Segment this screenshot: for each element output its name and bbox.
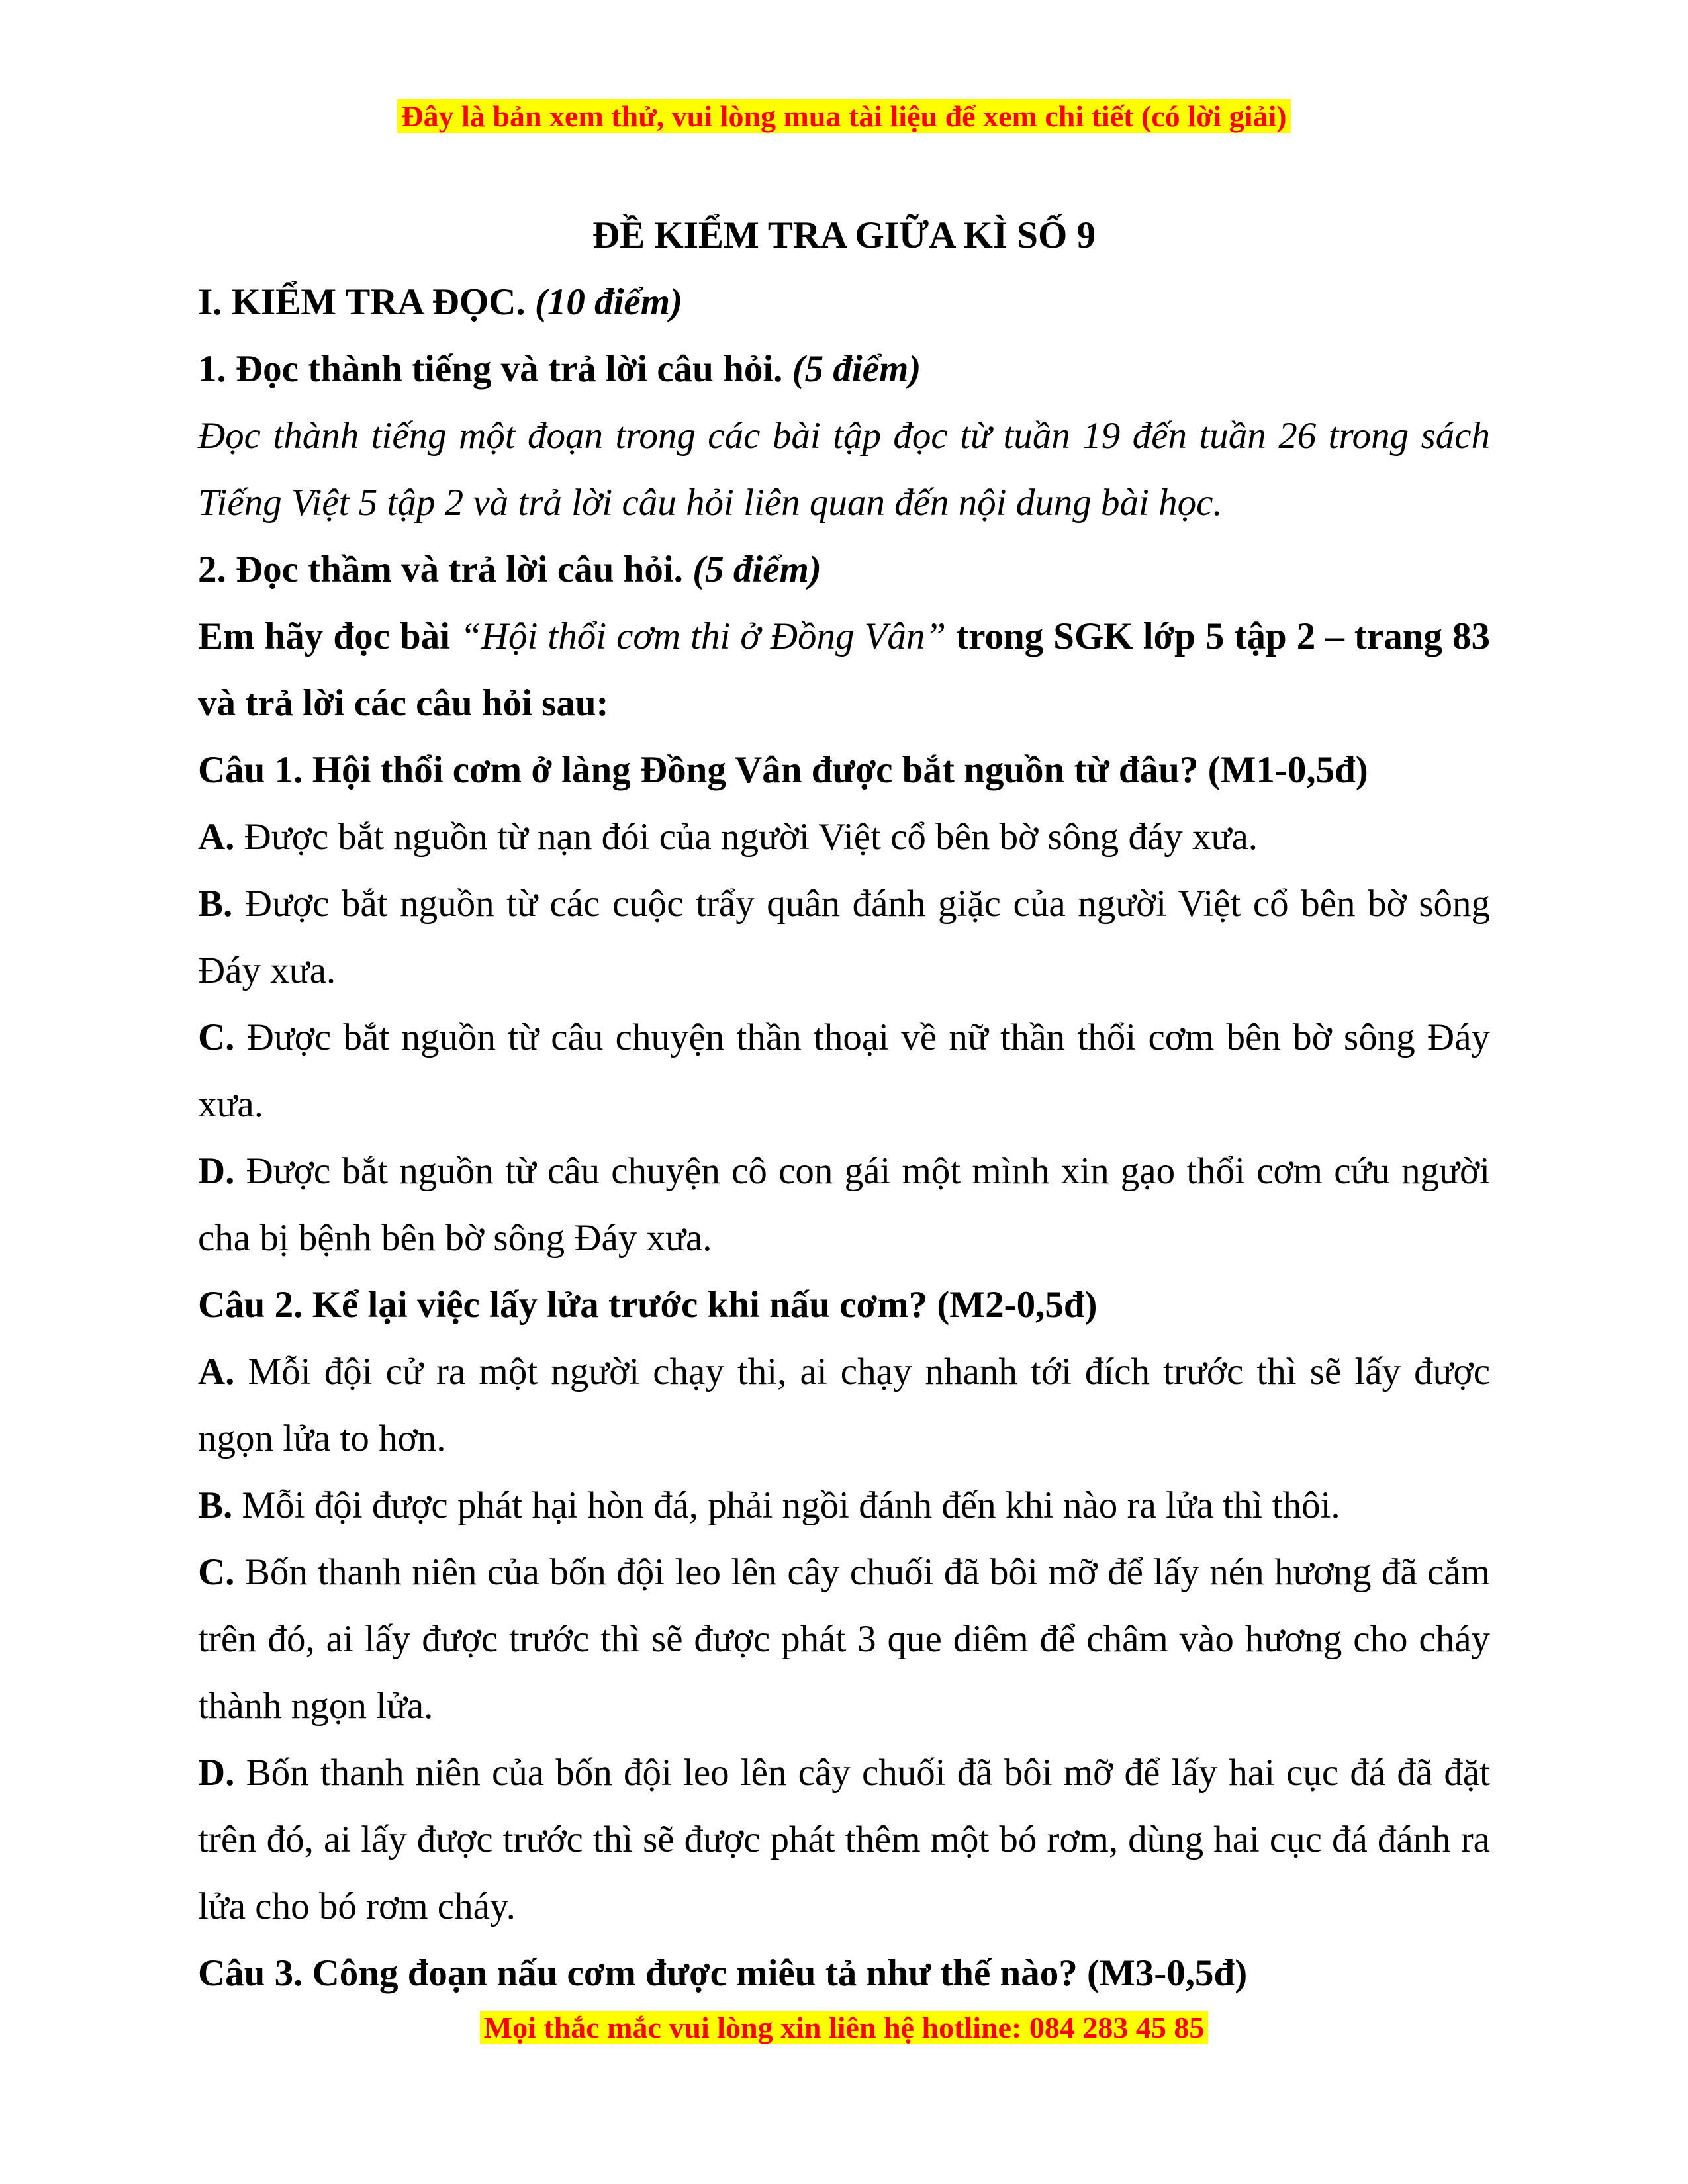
q2-option-d [198,1739,1490,1940]
q1-option-b [198,870,1490,1004]
option-letter: D. [198,1150,235,1192]
q2-option-c [198,1539,1490,1739]
option-letter: A. [198,816,235,858]
option-text: Được bắt nguồn từ câu chuyện cô con gái một mình xin gạo thổi cơm cứu người cha bị bệnh bên bờ sông Đáy xưa. [198,1150,1491,1259]
option-letter: B. [198,1484,233,1526]
section-points: (10 điểm) [534,281,683,323]
option-letter: C. [198,1017,235,1058]
section-heading [198,269,1490,336]
part2-points: (5 điểm) [692,549,821,590]
reading-intro-before: Em hãy đọc bài [198,615,450,657]
option-text: Mỗi đội được phát hại hòn đá, phải ngồi đánh đến khi nào ra lửa thì thôi. [242,1484,1340,1526]
q1-option-d [198,1138,1490,1271]
question-2: Câu 2. Kể lại việc lấy lửa trước khi nấu cơm? (M2-0,5đ) [198,1284,1098,1326]
hotline-notice-text: Mọi thắc mắc vui lòng xin liên hệ hotline: 084 283 45 85 [480,2011,1209,2044]
part2-label: 2. Đọc thầm và trả lời câu hỏi. [198,549,683,590]
exam-title: ĐỀ KIỂM TRA GIỮA KÌ SỐ 9 [592,214,1096,256]
option-letter: A. [198,1351,235,1392]
reading-instruction [198,603,1490,737]
option-text: Bốn thanh niên của bốn đội leo lên cây chuối đã bôi mỡ để lấy hai cục đá đã đặt trên đó, ai lấy được trước thì sẽ được phát thêm một bó rơm, dùng hai cục đá đánh ra lửa cho bó rơm cháy. [198,1752,1491,1927]
option-text: Được bắt nguồn từ nạn đói của người Việt cổ bên bờ sông đáy xưa. [244,816,1258,858]
q2-option-b [198,1472,1490,1539]
option-text: Được bắt nguồn từ câu chuyện thần thoại về nữ thần thổi cơm bên bờ sông Đáy xưa. [198,1017,1490,1125]
q2-option-a [198,1338,1490,1472]
reading-title: “Hội thổi cơm thi ở Đồng Vân” [460,615,947,657]
section-label: I. KIỂM TRA ĐỌC. [198,281,526,323]
preview-notice-text: Đây là bản xem thử, vui lòng mua tài liệu để xem chi tiết (có lời giải) [397,99,1290,133]
exam-content [198,202,1490,2007]
part1-instruction: Đọc thành tiếng một đoạn trong các bài tập đọc từ tuần 19 đến tuần 26 trong sách Tiếng Việt 5 tập 2 và trả lời câu hỏi liên quan đến nội dung bài học. [198,415,1490,523]
part1-points: (5 điểm) [792,348,921,390]
option-text: Được bắt nguồn từ các cuộc trẩy quân đánh giặc của người Việt cổ bên bờ sông Đáy xưa. [198,883,1491,991]
option-text: Bốn thanh niên của bốn đội leo lên cây chuối đã bôi mỡ để lấy nén hương đã cắm trên đó, ai lấy được trước thì sẽ được phát 3 que diêm để châm vào hương cho cháy thành ngọn lửa. [198,1551,1491,1727]
option-letter: B. [198,883,233,925]
q1-option-c [198,1004,1490,1138]
part1-heading [198,336,1490,402]
question-1: Câu 1. Hội thổi cơm ở làng Đồng Vân được bắt nguồn từ đâu? (M1-0,5đ) [198,749,1368,791]
q1-option-a [198,803,1490,870]
reading-intro-after: trong SGK lớp 5 tập 2 – trang 83 và trả lời các câu hỏi sau: [198,615,1490,724]
part1-label: 1. Đọc thành tiếng và trả lời câu hỏi. [198,348,783,390]
question-3: Câu 3. Công đoạn nấu cơm được miêu tả như thế nào? (M3-0,5đ) [198,1952,1248,1994]
option-text: Mỗi đội cử ra một người chạy thi, ai chạy nhanh tới đích trước thì sẽ lấy được ngọn lửa to hơn. [198,1351,1490,1459]
hotline-notice [0,2009,1688,2046]
option-letter: C. [198,1551,235,1593]
option-letter: D. [198,1752,235,1794]
preview-notice [0,98,1688,134]
part2-heading [198,536,1490,603]
